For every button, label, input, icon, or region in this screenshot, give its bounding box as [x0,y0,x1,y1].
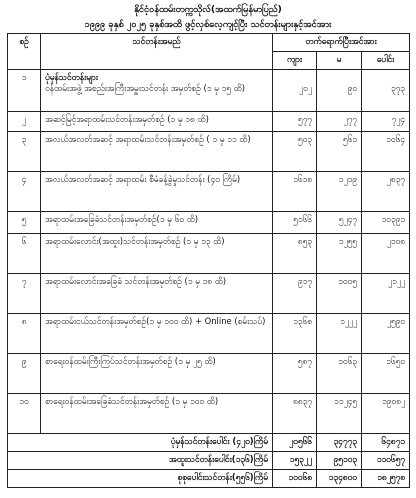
cell-course-name: အရာထမ်းအခြေခံသင်တန်းအမှတ်စဉ်(၁ မှ ၆၀ ထိ) [41,212,273,234]
table-row [8,212,410,234]
course-name: ဝန်ထမ်းအဖွဲ့ အစည်းအကြီးအမှူးသင်တန်း အမှတ်စဉ် (၁ မှ ၁၅ ထိ) [45,82,246,93]
table-row [8,172,410,212]
cell-female: ၅၆၁ [317,132,362,172]
cell-male: ၂၀၂ [273,70,317,112]
cell-male: ၅၁၆၆ [273,212,317,234]
cell-no: ၆ [8,234,41,274]
cell-male: ၈၅၃ [273,234,317,274]
cell-male: ၁၆၁၈ [273,172,317,212]
cell-female: ၁၀၆၃ [317,354,362,394]
cell-male: ၅၈၇ [273,354,317,394]
header-female: မ [317,52,362,70]
cell-total: ၇၂၄ [362,112,410,132]
summary-total: ၆၄၈၇၁ [362,434,410,452]
header-total: ပေါင်း [362,52,410,70]
header-male: ကျား [273,52,317,70]
cell-total: ၂၈၃၇ [362,172,410,212]
summary-label: စုစုပေါင်းသင်တန်း(၅၅၆)ကြိမ် [8,470,273,488]
cell-course-name: အရာထမ်းလောင်းအခြေခံ သင်တန်းအမှတ်စဉ် (၁ မှ ၁၈ ထိ) [41,274,273,314]
cell-no: ၅ [8,212,41,234]
cell-total: ၂၁၀၈ [362,234,410,274]
cell-total: ၃၇၃ [362,70,410,112]
cell-no: ၃ [8,132,41,172]
cell-no: ၇ [8,274,41,314]
cell-course-name: အရာထမ်းငယ်သင်တန်းအမှတ်စဉ်(၁ မှ ၁၀၀ ထိ) + Online (စမ်းသပ်) [41,314,273,354]
cell-female: ၁၀၀၅ [317,274,362,314]
cell-total: ၁၀၃၉၁ [362,212,410,234]
cell-no: ၉ [8,354,41,394]
cell-no: ၄ [8,172,41,212]
cell-course-name: အဆင့်မြင့်အရာထမ်းသင်တန်းအမှတ်စဉ် (၁ မှ ၁၈ ထိ) [41,112,273,132]
table-row [8,274,410,314]
page-title [0,2,416,32]
table-body [8,70,410,488]
summary-label: ပုံမှန်သင်တန်းပေါင်း (၄၂၀)ကြိမ် [8,434,273,452]
summary-total: ၁၁၀၆၅၇ [362,452,410,470]
cell-male: ၅၇၇ [273,112,317,132]
cell-male: ၅၀၃ [273,132,317,172]
cell-total: ၂၁၂၂ [362,274,410,314]
table-row [8,314,410,354]
cell-total: ၁၆၅၀ [362,354,410,394]
summary-total: ၁၈၂၅၇၈ [362,470,410,488]
summary-female: ၃၄၇၇၃ [317,434,362,452]
summary-female: ၁၃၄၈၀၀ [317,470,362,488]
cell-course-name: အလယ်အလတ်အဆင့် အရာထမ်းသင်တန်းအမှတ်စဉ် ( ၁ မှ ၁၁ ထိ) [41,132,273,172]
cell-female: ၉၀ [317,70,362,112]
title-line-1: နိုင်ငံ့ဝန်ထမ်းတက္ကသိုလ်(အထက်မြန်မာပြည်) [134,4,282,15]
header-course-name: သင်တန်းအမည် [41,34,273,70]
cell-course-name [41,70,273,112]
cell-no: ၈ [8,314,41,354]
cell-course-name: အလယ်အလတ်အဆင့် အရာထမ်း စီမံခန့်ခွဲမှုသင်တန်း (၄၀ ကြိမ်) [41,172,273,212]
cell-course-name: အရာထမ်းလောင်း(အထူး)သင်တန်းအမှတ်စဉ် (၁ မှ ၁၃ ထိ) [41,234,273,274]
cell-female: ၁၂၂၂ [317,314,362,354]
cell-female: ၅၂၄၇ [317,212,362,234]
cell-female: ၂၇၇ [317,112,362,132]
cell-total: ၁၉၀၈၂ [362,394,410,434]
cell-no: ၁၀ [8,394,41,434]
summary-label: အထူးသင်တန်းပေါင်း(၁၃၆)ကြိမ် [8,452,273,470]
table-row [8,112,410,132]
cell-no: ၂ [8,112,41,132]
cell-total: ၂၅၉၀ [362,314,410,354]
summary-row-regular [8,434,410,452]
title-line-2: ၁၉၉၉ ခုနှစ် ၂၀၂၅ ခုနှစ်အထိ ဖွင့်လှစ်လေ့ကျင့်ပြီး သင်တန်းများနှင့်အင်အား [84,19,332,30]
cell-total: ၁၀၆၄ [362,132,410,172]
cell-course-name: စာရေးဝန်ထမ်းကြီးကြပ်သင်တန်းအမှတ်စဉ် (၁ မှ ၂၅ ထိ) [41,354,273,394]
summary-row-special [8,452,410,470]
cell-male: ၁၃၆၈ [273,314,317,354]
cell-female: ၁၁၂၄၅ [317,394,362,434]
header-attendance: တက်ရောက်ပြီးအင်အား [273,34,410,52]
cell-female: ၁၂၁၉ [317,172,362,212]
cell-male: ၈၈၃၇ [273,394,317,434]
cell-no: ၁ [8,70,41,112]
cell-male: ၉၁၇ [273,274,317,314]
summary-row-grand-total [8,470,410,488]
table-row [8,70,410,112]
header-serial: စဉ် [8,34,41,70]
table-row [8,394,410,434]
table-row [8,354,410,394]
training-table [7,33,410,488]
summary-male: ၂၀၅၆၆ [273,434,317,452]
section-heading: ပုံမှန်သင်တန်းများ [45,72,98,82]
summary-female: ၉၅၁၀၃ [317,452,362,470]
summary-male: ၁၅၃၂၂ [273,452,317,470]
cell-female: ၁၂၅၅ [317,234,362,274]
cell-course-name: စာရေးဝန်ထမ်းအခြေခံသင်တန်းအမှတ်စဉ် (၁ မှ ၁၀၀ ထိ) [41,394,273,434]
table-row [8,132,410,172]
summary-male: ၁၀၀၆၈ [273,470,317,488]
table-row [8,234,410,274]
